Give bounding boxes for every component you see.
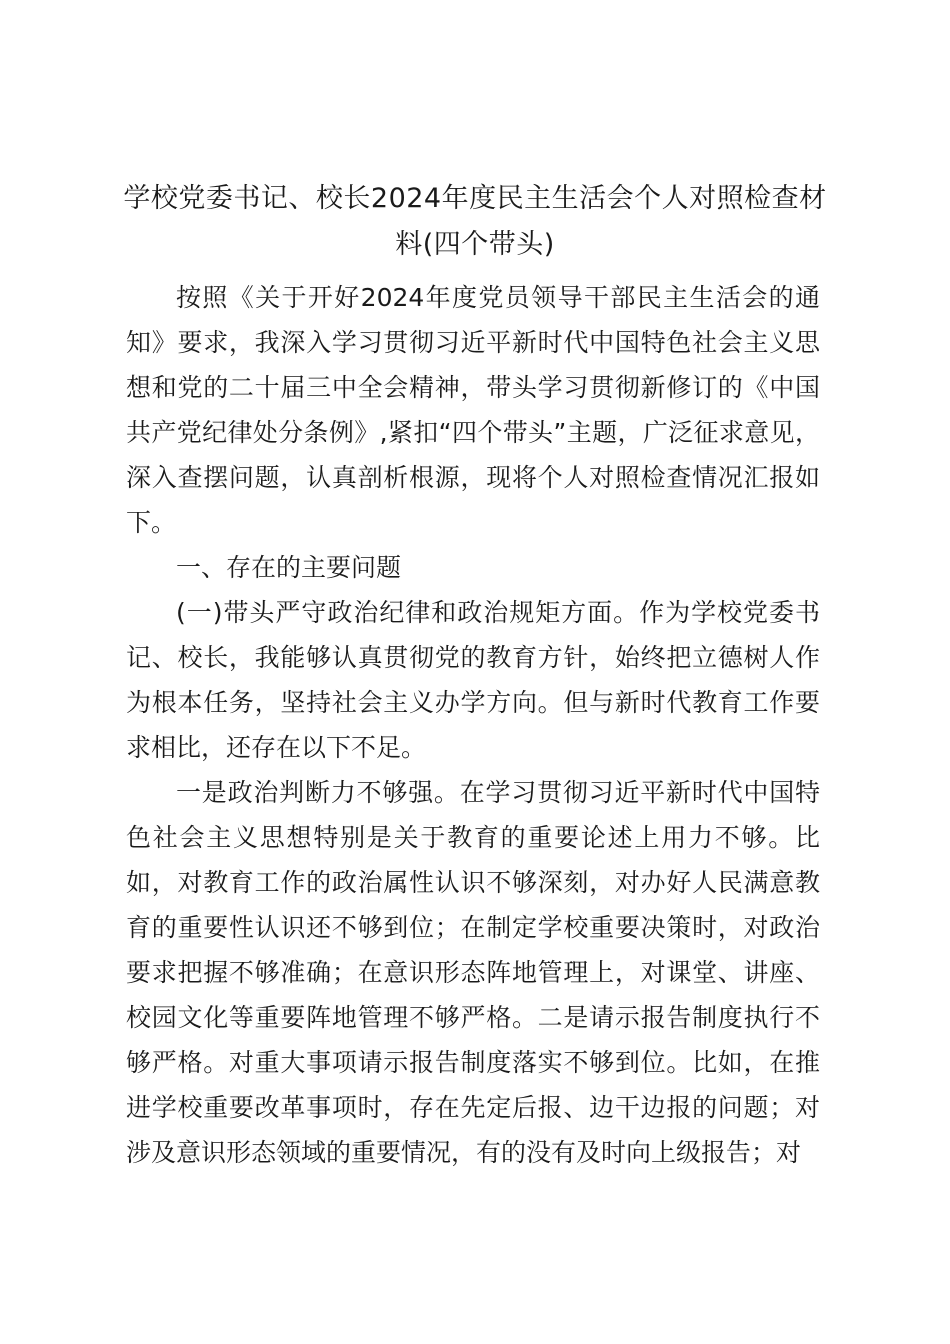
document-title: 学校党委书记、校长2024年度民主生活会个人对照检查材料(四个带头) — [123, 183, 827, 260]
section-heading: 一、存在的主要问题 — [176, 553, 402, 582]
detail-paragraph: 一是政治判断力不够强。在学习贯彻习近平新时代中国特色社会主义思想特别是关于教育的重要论述上用力不够。比如，对教育工作的政治属性认识不够深刻，对办好人民满意教育的重要性认识还不够到位；在制定学校重要决策时，对政治要求把握不够准确；在意识形态阵地管理上，对课堂、讲座、校园文化等重要阵地管理不够严格。二是请示报告制度执行不够严格。对重大事项请示报告制度落实不够到位。比如，在推进学校重要改革事项时，存在先定后报、边干边报的问题；对涉及意识形态领域的重要情况，有的没有及时向上级报告；对 — [126, 778, 820, 1167]
subsection-paragraph: (一)带头严守政治纪律和政治规矩方面。作为学校党委书记、校长，我能够认真贯彻党的教育方针，始终把立德树人作为根本任务，坚持社会主义办学方向。但与新时代教育工作要求相比，还存在以下不足。 — [126, 598, 820, 762]
document-body — [126, 275, 820, 1175]
intro-paragraph: 按照《关于开好2024年度党员领导干部民主生活会的通知》要求，我深入学习贯彻习近平新时代中国特色社会主义思想和党的二十届三中全会精神，带头学习贯彻新修订的《中国共产党纪律处分条例》,紧扣“四个带头”主题，广泛征求意见，深入查摆问题，认真剖析根源，现将个人对照检查情况汇报如下。 — [126, 283, 820, 537]
